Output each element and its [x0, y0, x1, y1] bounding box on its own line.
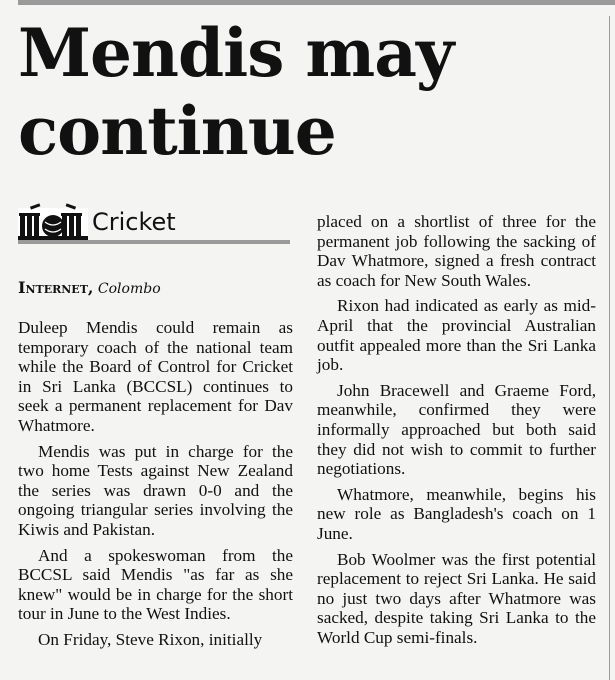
byline-agency: Internet,	[18, 278, 94, 297]
section-header	[18, 200, 290, 244]
paragraph: Duleep Mendis could remain as temporary coach of the national team while the Board of Control for Cricket in Sri Lanka (BCCSL) continues to seek a permanent replacement for Dav Whatmore.	[18, 318, 293, 435]
byline	[18, 279, 290, 298]
section-rule	[18, 240, 290, 244]
paragraph: On Friday, Steve Rixon, initially	[38, 629, 263, 649]
headline	[18, 14, 578, 170]
cricket-stumps-ball-icon	[18, 202, 88, 240]
article-column-1	[18, 318, 293, 656]
headline-line-1: Mendis may	[18, 14, 454, 92]
byline-place: Colombo	[97, 281, 161, 297]
paragraph: John Bracewell and Graeme Ford, meanwhile, confirmed they were informally approached but both said they did not wish to commit to further negotiations.	[317, 380, 596, 479]
headline-line-2: continue	[18, 92, 336, 170]
paragraph: Rixon had indicated as early as mid-April that the provincial Australian outfit appealed more than the Sri Lanka job.	[317, 296, 596, 375]
section-label: Cricket	[92, 208, 176, 236]
paragraph: Whatmore, meanwhile, begins his new role as Bangladesh's coach on 1 June.	[317, 484, 596, 543]
top-rule	[18, 0, 615, 5]
paragraph: Mendis was put in charge for the two home Tests against New Zealand the series was drawn 0-0 and the ongoing triangular series involving the Kiwis and Pakistan.	[18, 441, 293, 539]
article-column-2	[317, 212, 596, 653]
paragraph: Bob Woolmer was the first potential replacement to reject Sri Lanka. He said no just two days after Whatmore was sacked, despite taking Sri Lanka to the World Cup semi-finals.	[317, 549, 596, 647]
paragraph: placed on a shortlist of three for the permanent job following the sacking of Dav Whatmore, signed a fresh contract as coach for New South Wales.	[317, 212, 596, 290]
column-divider	[609, 16, 610, 680]
paragraph: And a spokeswoman from the BCCSL said Mendis "as far as she knew" would be in charge for the short tour in June to the West Indies.	[18, 545, 293, 624]
